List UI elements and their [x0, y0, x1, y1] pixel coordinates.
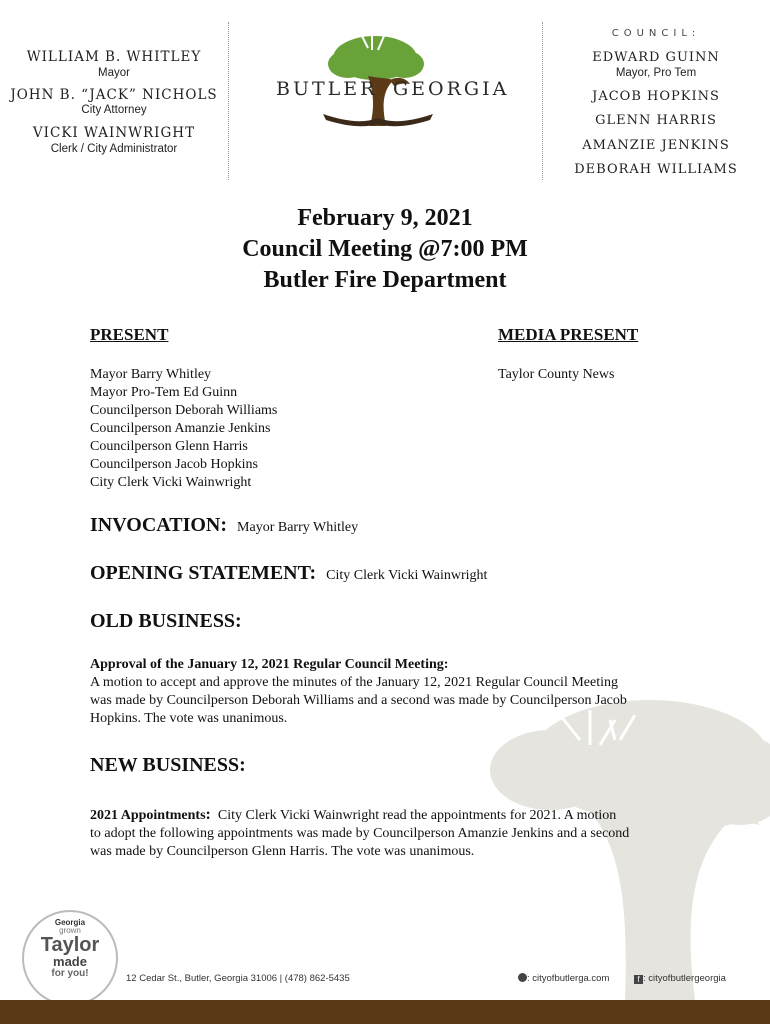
facebook-icon: f	[634, 975, 643, 984]
meeting-location: Butler Fire Department	[263, 267, 507, 293]
paragraph-line: Hopkins. The vote was unanimous.	[90, 711, 288, 726]
meeting-title: Council Meeting @7:00 PM	[242, 236, 528, 262]
taylor-badge	[22, 910, 118, 1006]
clerk-name: VICKI WAINWRIGHT	[32, 125, 196, 141]
logo-roots-icon	[318, 112, 438, 132]
badge-made: made	[53, 954, 87, 969]
badge-brand: Taylor	[40, 934, 100, 956]
invocation-label: INVOCATION	[90, 514, 221, 536]
new-business-heading: NEW BUSINESS:	[90, 754, 246, 776]
paragraph-line: was made by Councilperson Deborah Williams and a second was made by Councilperson Jacob	[90, 693, 627, 708]
list-item: Mayor Pro-Tem Ed Guinn	[90, 385, 238, 400]
clerk-role: Clerk / City Administrator	[50, 143, 178, 155]
mayor-role: Mayor	[98, 67, 130, 79]
council-member-name: GLENN HARRIS	[595, 113, 717, 128]
logo-text-georgia: GEORGIA	[393, 78, 510, 100]
header-divider-left	[228, 22, 229, 180]
list-item: City Clerk Vicki Wainwright	[90, 475, 252, 490]
opening-statement-value: City Clerk Vicki Wainwright	[326, 568, 488, 583]
badge-for: for you!	[51, 968, 89, 979]
globe-icon	[518, 973, 527, 982]
council-member-role: Mayor, Pro Tem	[615, 67, 697, 79]
list-item: Councilperson Amanzie Jenkins	[90, 421, 271, 436]
opening-statement-label: OPENING STATEMENT	[90, 562, 310, 584]
mayor-name: WILLIAM B. WHITLEY	[26, 49, 202, 65]
list-item: Mayor Barry Whitley	[90, 367, 212, 382]
list-item: Councilperson Glenn Harris	[90, 439, 248, 454]
paragraph-line: to adopt the following appointments was made by Councilperson Amanzie Jenkins and a second	[90, 826, 630, 841]
footer-website[interactable]	[518, 973, 609, 984]
paragraph-line: City Clerk Vicki Wainwright read the appointments for 2021. A motion	[217, 808, 617, 823]
new-business-item-title: 2021 Appointments	[90, 808, 206, 823]
badge-top: Georgia	[54, 918, 86, 927]
media-outlet: Taylor County News	[498, 367, 615, 382]
opening-statement-line: OPENING STATEMENT: City Clerk Vicki Wainwright	[90, 562, 488, 584]
footer-website-text: : cityofbutlerga.com	[527, 973, 610, 984]
city-attorney-role: City Attorney	[81, 104, 147, 116]
council-member-name: DEBORAH WILLIAMS	[574, 162, 738, 177]
old-business-item	[90, 656, 690, 728]
council-member-name: AMANZIE JENKINS	[582, 138, 730, 153]
list-item: Councilperson Deborah Williams	[90, 403, 278, 418]
paragraph-line: was made by Councilperson Glenn Harris. The vote was unanimous.	[90, 844, 475, 859]
new-business-item: 2021 Appointments: City Clerk Vicki Wainwright read the appointments for 2021. A motion to adopt the following appointments was made by Councilperson Amanzie Jenkins and a second was made by Councilperson Glenn Harris. The vote was unanimous.	[90, 806, 630, 859]
old-business-item-title: Approval of the January 12, 2021 Regular Council Meeting:	[90, 657, 449, 672]
city-attorney-name: JOHN B. “JACK” NICHOLS	[10, 87, 218, 103]
footer-facebook[interactable]	[634, 973, 726, 984]
media-present-heading: MEDIA PRESENT	[498, 325, 639, 344]
footer-facebook-text: : cityofbutlergeorgia	[643, 973, 726, 984]
list-item: Councilperson Jacob Hopkins	[90, 457, 258, 472]
logo-text-butler: BUTLER	[276, 78, 378, 100]
meeting-date: February 9, 2021	[297, 205, 473, 231]
paragraph-line: A motion to accept and approve the minutes of the January 12, 2021 Regular Council Meeting	[90, 675, 618, 690]
old-business-heading: OLD BUSINESS:	[90, 610, 242, 632]
footer-bar	[0, 1000, 770, 1024]
council-member-name: JACOB HOPKINS	[592, 89, 720, 104]
footer-address: 12 Cedar St., Butler, Georgia 31006 | (478) 862-5435	[126, 973, 350, 984]
badge-mid: grown	[59, 926, 81, 935]
invocation-value: Mayor Barry Whitley	[237, 520, 359, 535]
council-member-name: EDWARD GUINN	[592, 50, 720, 65]
council-label: COUNCIL:	[611, 28, 701, 39]
present-heading: PRESENT	[90, 325, 169, 344]
invocation-line: INVOCATION: Mayor Barry Whitley	[90, 514, 359, 536]
